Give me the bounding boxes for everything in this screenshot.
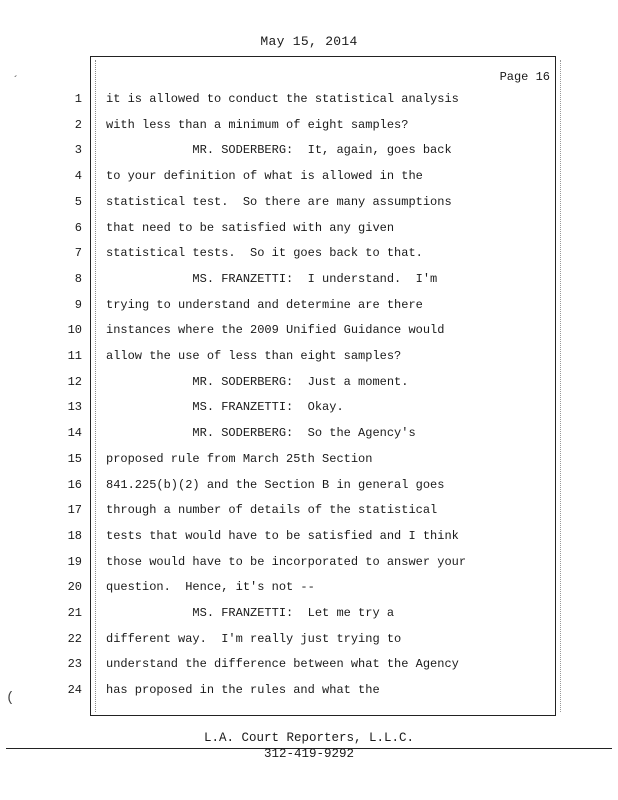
transcript-line (0, 657, 560, 682)
transcript-line (0, 555, 560, 580)
line-text: it is allowed to conduct the statistical analysis (106, 92, 459, 106)
transcript-line (0, 118, 560, 143)
transcript-line (0, 478, 560, 503)
line-text: MS. FRANZETTI: Let me try a (106, 606, 395, 620)
line-text: has proposed in the rules and what the (106, 683, 380, 698)
transcript-line (0, 92, 560, 117)
line-number: 2 (74, 117, 82, 132)
line-number: 11 (67, 349, 82, 363)
transcript-line (0, 683, 560, 708)
line-text: instances where the 2009 Unified Guidance would (106, 323, 445, 338)
line-number: 21 (67, 606, 82, 620)
transcript-line (0, 503, 560, 528)
line-text: to your definition of what is allowed in the (106, 169, 423, 184)
frame-right-rule (560, 60, 561, 712)
line-text: through a number of details of the statistical (106, 503, 438, 518)
line-text: MS. FRANZETTI: Okay. (106, 400, 344, 415)
transcript-line (0, 529, 560, 554)
line-text: 841.225(b)(2) and the Section B in general goes (106, 477, 445, 492)
line-number: 20 (67, 580, 82, 595)
footer-phone: 312-419-9292 (263, 747, 354, 761)
line-number: 4 (74, 169, 82, 184)
line-number: 19 (67, 554, 82, 569)
transcript-line (0, 606, 560, 631)
page-number-label: Page 16 (499, 70, 550, 84)
line-text: that need to be satisfied with any given (106, 220, 395, 235)
transcript-line (0, 580, 560, 605)
line-text: tests that would have to be satisfied and I think (106, 528, 459, 543)
transcript-line (0, 400, 560, 425)
line-text: statistical tests. So it goes back to that. (106, 246, 423, 261)
transcript-line (0, 426, 560, 451)
line-number: 24 (67, 683, 82, 698)
line-number: 3 (74, 143, 82, 158)
line-text: MR. SODERBERG: So the Agency's (106, 426, 416, 441)
line-number: 15 (67, 451, 82, 466)
transcript-line (0, 143, 560, 168)
transcript-line (0, 221, 560, 246)
line-number: 23 (67, 657, 82, 672)
line-number: 13 (67, 400, 82, 415)
line-number: 8 (74, 271, 82, 286)
line-number: 1 (74, 92, 82, 106)
line-number: 22 (67, 631, 82, 646)
line-number: 16 (67, 477, 82, 492)
line-text: MR. SODERBERG: Just a moment. (106, 374, 409, 389)
transcript-line (0, 323, 560, 348)
line-text: MS. FRANZETTI: I understand. I'm (106, 271, 438, 286)
footer (0, 730, 618, 762)
line-text: MR. SODERBERG: It, again, goes back (106, 143, 452, 158)
line-number: 7 (74, 246, 82, 261)
line-text: with less than a minimum of eight samples? (106, 117, 409, 132)
transcript-line (0, 298, 560, 323)
line-text: question. Hence, it's not -- (106, 580, 315, 595)
line-number: 18 (67, 528, 82, 543)
margin-mark: ´ (12, 74, 20, 88)
line-text: those would have to be incorporated to answer your (106, 554, 467, 569)
line-text: trying to understand and determine are there (106, 297, 423, 312)
line-text: proposed rule from March 25th Section (106, 451, 373, 466)
line-number: 17 (67, 503, 82, 518)
line-text: statistical test. So there are many assumptions (106, 194, 452, 209)
line-number: 6 (74, 220, 82, 235)
transcript-line (0, 169, 560, 194)
footer-company: L.A. Court Reporters, L.L.C. (203, 731, 415, 745)
transcript-line (0, 195, 560, 220)
line-text: allow the use of less than eight samples? (106, 349, 402, 363)
line-text: different way. I'm really just trying to (106, 631, 402, 646)
line-number: 9 (74, 297, 82, 312)
line-number: 12 (67, 374, 82, 389)
line-number: 10 (67, 323, 82, 338)
transcript-line (0, 452, 560, 477)
line-number: 5 (74, 194, 82, 209)
line-text: understand the difference between what the Agency (106, 657, 459, 672)
transcript-line (0, 246, 560, 271)
transcript-date: May 15, 2014 (260, 34, 358, 49)
line-number: 14 (67, 426, 82, 441)
transcript-line (0, 349, 560, 374)
binding-mark: ( (6, 690, 15, 706)
transcript-line (0, 272, 560, 297)
transcript-line (0, 632, 560, 657)
transcript-line (0, 375, 560, 400)
